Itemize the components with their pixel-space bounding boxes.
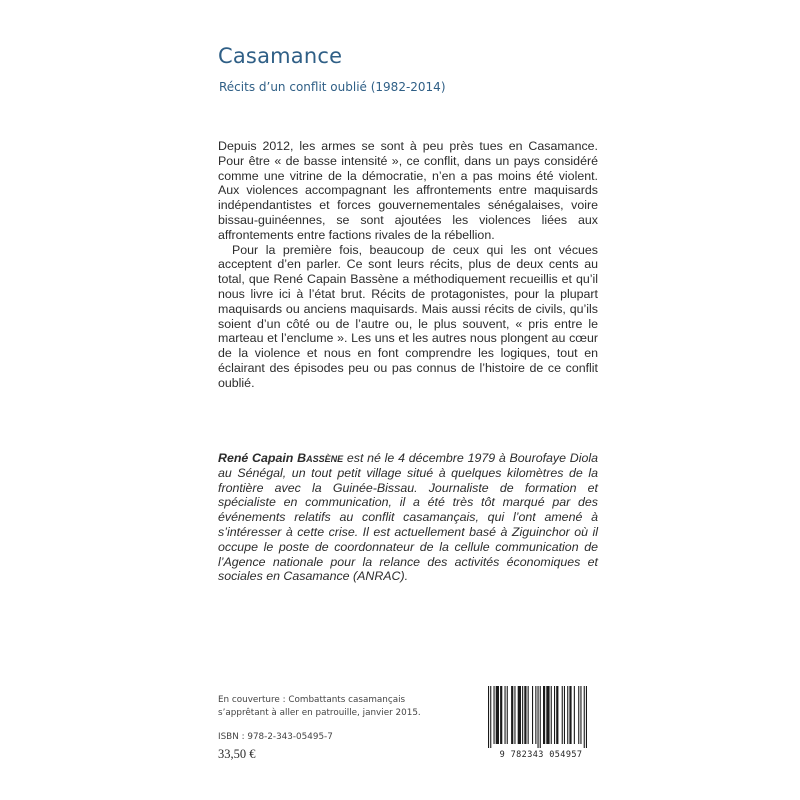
author-surname: Bassène [297, 451, 344, 465]
price: 33,50 € [218, 747, 256, 761]
barcode-bar [518, 686, 521, 744]
barcode-bar [538, 686, 539, 748]
barcode-bar [494, 686, 495, 744]
author-name [218, 451, 343, 465]
cover-credit-line-2: s’apprêtant à aller en patrouille, janvier 2015. [218, 708, 421, 718]
blurb-paragraph-1: Depuis 2012, les armes se sont à peu près tues en Casamance. Pour être « de basse intensité », ce conflit, dans un pays considéré comme une vitrine de la démocratie, n’en a pas moins été violent. Aux violences accompagnant les affrontements entre maquisards indépendantistes et forces gouvernementales sénégalaises, voire bissau-guinéennes, se sont ajoutées les violences liées aux affrontements entre factions rivales de la rébellion. [218, 139, 598, 242]
cover-credit [218, 694, 421, 720]
barcode-bar [578, 686, 579, 744]
barcode-bar [511, 686, 513, 744]
barcode-bar [569, 686, 571, 744]
cover-credit-line-1: En couverture : Combattants casamançais [218, 695, 406, 705]
barcode-bar [551, 686, 552, 744]
author-bio [218, 451, 598, 584]
barcode-bar [488, 686, 489, 748]
back-cover-blurb [218, 139, 598, 391]
barcode-bar [514, 686, 515, 744]
barcode-bar [496, 686, 499, 744]
book-subtitle: Récits d’un conflit oublié (1982-2014) [219, 80, 446, 94]
barcode-bar [546, 686, 549, 744]
barcode-bar [507, 686, 508, 744]
barcode-bar [532, 686, 533, 744]
isbn: ISBN : 978-2-343-05495-7 [218, 732, 333, 742]
barcode-bar [567, 686, 568, 744]
barcode-bar [554, 686, 555, 744]
barcode-digits: 9 782343 054957 [499, 750, 583, 760]
barcode-bar [522, 686, 523, 744]
barcode-bar [562, 686, 563, 744]
blurb-paragraph-2: Pour la première fois, beaucoup de ceux qui les ont vécues acceptent d’en parler. Ce sont leurs récits, plus de deux cents au total, que René Capain Bassène a méthodiquement recueillis et qu’il nous livre ici à l’état brut. Récits de protagonistes, pour la plupart maquisards ou anciens maquisards. Mais aussi récits de civils, qu’ils soient d’un côté ou de l’autre ou, le plus souvent, « pris entre le marteau et l’enclume ». Les uns et les autres nous plongent au cœur de la violence et nous en font comprendre les logiques, tout en éclairant des épisodes peu ou pas connus de l’histoire de ce conflit oublié. [218, 242, 598, 390]
author-bio-text: est né le 4 décembre 1979 à Bourofaye Diola au Sénégal, un tout petit village situé à quelques kilomètres de la frontière avec la Guinée-Bissau. Journaliste de formation et spécialiste en communication, il a été très tôt marqué par des événements relatifs au conflit casamançais, qui l’ont amené à s’intéresser à cette crise. Il est actuellement basé à Ziguinchor où il occupe le poste de coordonnateur de la cellule communication de l’Agence nationale pour la relance des activités économiques et sociales en Casamance (ANRAC). [218, 451, 598, 584]
barcode-bar [580, 686, 581, 744]
author-first-names: René Capain [218, 451, 294, 465]
barcode-bar [564, 686, 565, 744]
barcode-bar [543, 686, 545, 744]
barcode-bar [535, 686, 536, 744]
barcode-bar [505, 686, 506, 744]
book-title: Casamance [218, 44, 343, 68]
barcode-bars [482, 686, 600, 748]
barcode-bar [500, 686, 502, 744]
barcode-bar [524, 686, 526, 744]
barcode-bar [490, 686, 491, 748]
barcode-bar [574, 686, 575, 744]
barcode-bar [540, 686, 541, 748]
barcode [482, 686, 600, 760]
barcode-bar [584, 686, 585, 748]
barcode-bar [528, 686, 529, 744]
barcode-bar [556, 686, 558, 744]
barcode-bar [586, 686, 587, 748]
